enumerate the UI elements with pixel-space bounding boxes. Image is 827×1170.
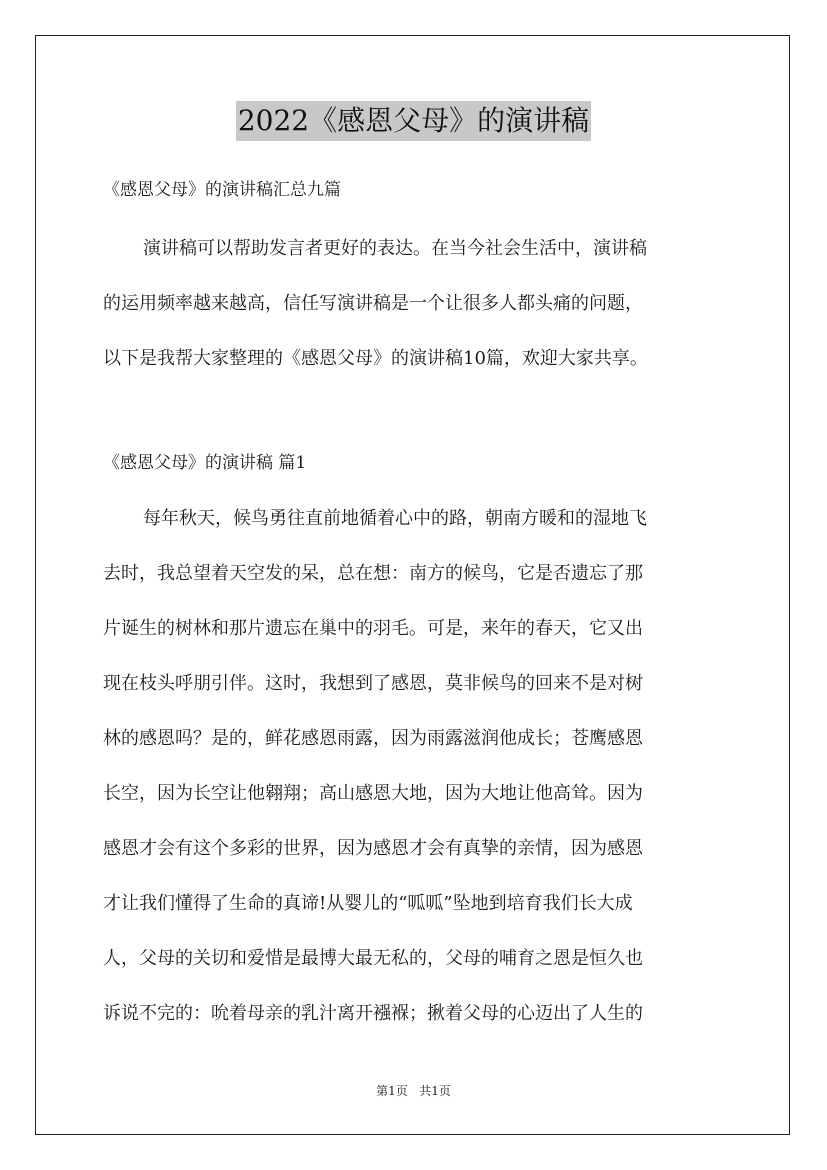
intro-paragraph (103, 233, 743, 398)
body-line: 人，父母的关切和爱惜是最博大最无私的，父母的哺育之恩是恒久也 (103, 948, 643, 969)
document-title: 2022《感恩父母》的演讲稿 (236, 101, 591, 141)
intro-line: 以下是我帮大家整理的《感恩父母》的演讲稿10篇，欢迎大家共享。 (103, 348, 648, 369)
page-number: 第1页 (376, 1084, 408, 1098)
body-line: 林的感恩吗？是的，鲜花感恩雨露，因为雨露滋润他成长；苍鹰感恩 (103, 728, 643, 749)
page-total: 共1页 (419, 1084, 451, 1098)
title-container (0, 101, 827, 141)
body-line: 诉说不完的：吮着母亲的乳汁离开襁褓；揪着父母的心迈出了人生的 (103, 1003, 643, 1024)
page-footer (0, 1083, 827, 1099)
section-heading: 《感恩父母》的演讲稿 篇1 (103, 453, 307, 473)
body-line: 现在枝头呼朋引伴。这时，我想到了感恩，莫非候鸟的回来不是对树 (103, 673, 643, 694)
body-line: 才让我们懂得了生命的真谛!从婴儿的“呱呱”坠地到培育我们长大成 (103, 893, 633, 914)
body-line: 每年秋天，候鸟勇往直前地循着心中的路，朝南方暖和的湿地飞 (143, 508, 647, 529)
document-subtitle: 《感恩父母》的演讲稿汇总九篇 (103, 180, 341, 200)
body-line: 片诞生的树林和那片遗忘在巢中的羽毛。可是，来年的春天，它又出 (103, 618, 643, 639)
intro-line: 的运用频率越来越高，信任写演讲稿是一个让很多人都头痛的问题， (103, 293, 643, 314)
body-line: 感恩才会有这个多彩的世界，因为感恩才会有真挚的亲情，因为感恩 (103, 838, 643, 859)
body-line: 去时，我总望着天空发的呆，总在想：南方的候鸟，它是否遗忘了那 (103, 563, 643, 584)
body-paragraph (103, 503, 743, 1053)
intro-line: 演讲稿可以帮助发言者更好的表达。在当今社会生活中，演讲稿 (143, 238, 647, 259)
body-line: 长空，因为长空让他翱翔；高山感恩大地，因为大地让他高耸。因为 (103, 783, 643, 804)
